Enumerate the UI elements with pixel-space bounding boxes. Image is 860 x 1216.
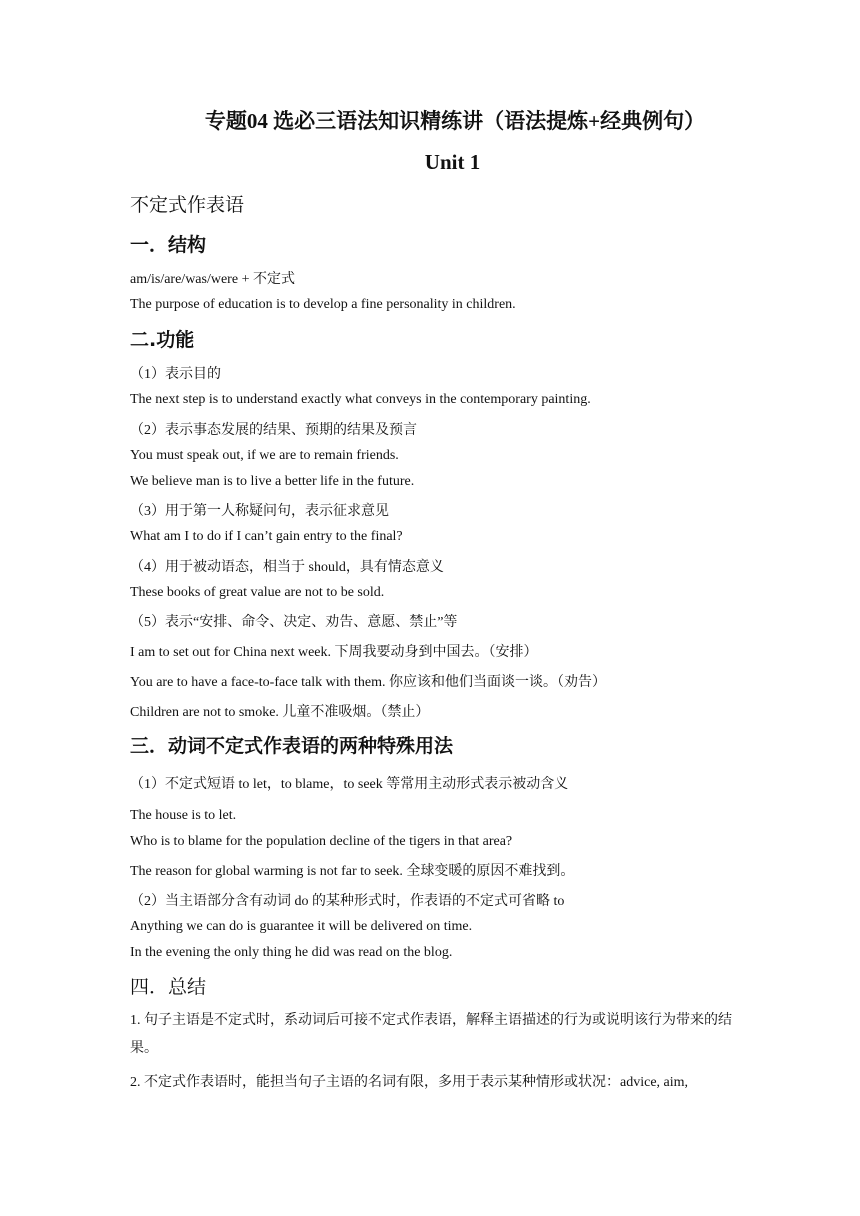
function-item-2: （2）表示事态发展的结果、预期的结果及预言	[130, 423, 417, 438]
example-sentence: You are to have a face-to-face talk with them. 你应该和他们当面谈一谈。（劝告）	[130, 675, 607, 690]
summary-paragraph-2: 2. 不定式作表语时，能担当句子主语的名词有限，多用于表示某种情形或状况：advice, aim,	[130, 1075, 689, 1090]
section-3-heading: 三．动词不定式作表语的两种特殊用法	[130, 735, 454, 757]
function-item-5: （5）表示“安排、命令、决定、劝告、意愿、禁止”等	[130, 615, 458, 630]
example-sentence: You must speak out, if we are to remain friends.	[130, 448, 399, 463]
summary-paragraph-1: 1. 句子主语是不定式时，系动词后可接不定式作表语，解释主语描述的行为或说明该行为带来的结果。	[130, 1013, 732, 1056]
example-sentence: The reason for global warming is not far to seek. 全球变暖的原因不难找到。	[130, 864, 575, 879]
example-sentence: What am I to do if I can’t gain entry to the final?	[130, 529, 403, 544]
function-item-3: （3）用于第一人称疑问句，表示征求意见	[130, 504, 389, 519]
example-sentence: I am to set out for China next week. 下周我要动身到中国去。（安排）	[130, 645, 538, 660]
section-2-heading: 二.功能	[130, 329, 195, 351]
example-sentence: The purpose of education is to develop a fine personality in children.	[130, 297, 516, 312]
example-sentence: These books of great value are not to be sold.	[130, 585, 385, 600]
example-sentence: Children are not to smoke. 儿童不准吸烟。（禁止）	[130, 705, 430, 720]
function-item-1: （1）表示目的	[130, 367, 221, 382]
example-sentence: Anything we can do is guarantee it will be delivered on time.	[130, 919, 473, 934]
example-sentence: The next step is to understand exactly what conveys in the contemporary painting.	[130, 392, 591, 407]
example-sentence: Who is to blame for the population decline of the tigers in that area?	[130, 834, 513, 849]
function-item-4: （4）用于被动语态，相当于 should，具有情态意义	[130, 560, 444, 575]
unit-heading: Unit 1	[424, 150, 481, 174]
section-1-heading: 一．结构	[130, 234, 207, 256]
special-usage-item-1: （1）不定式短语 to let，to blame，to seek 等常用主动形式表示被动含义	[130, 777, 569, 792]
example-sentence: In the evening the only thing he did was read on the blog.	[130, 945, 453, 960]
page-title: 专题04 选必三语法知识精练讲（语法提炼+经典例句）	[204, 109, 706, 133]
special-usage-item-2: （2）当主语部分含有动词 do 的某种形式时，作表语的不定式可省略 to	[130, 894, 565, 909]
example-sentence: We believe man is to live a better life in the future.	[130, 474, 415, 489]
section-4-heading: 四．总结	[130, 976, 207, 998]
example-sentence: The house is to let.	[130, 808, 237, 823]
topic-heading: 不定式作表语	[130, 194, 245, 216]
structure-line: am/is/are/was/were + 不定式	[130, 272, 295, 287]
